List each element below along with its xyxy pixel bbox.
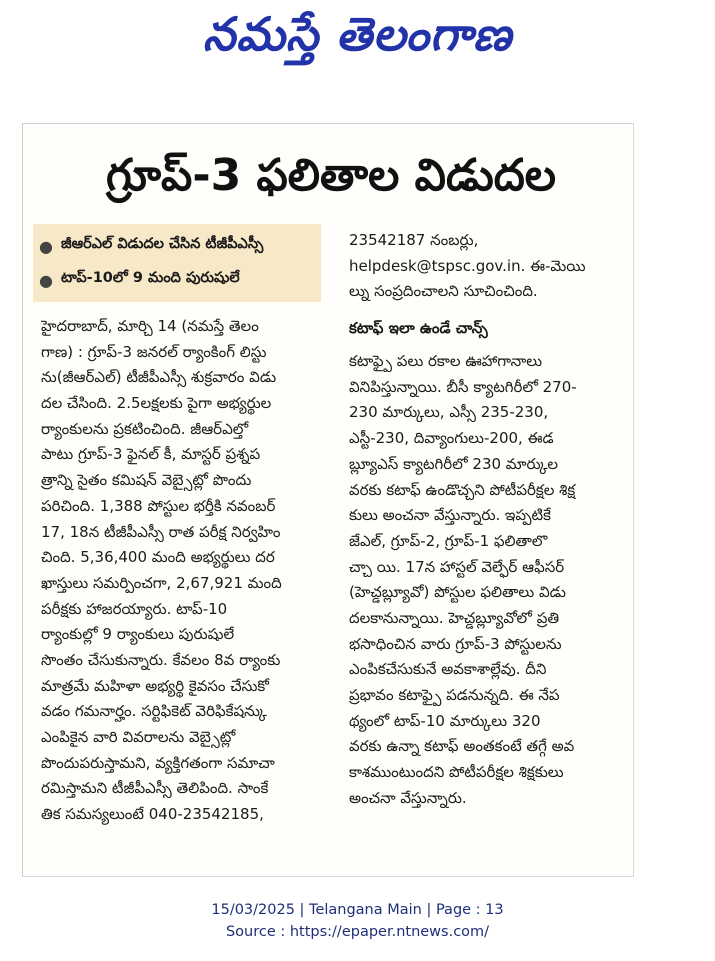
article-line: ఎస్టీ-230, దివ్యాంగులు-200, ఈడ <box>349 429 554 448</box>
article-line: పరీక్షకు హాజరయ్యారు. టాప్-10 <box>41 599 228 618</box>
article-line: అంచనా వేస్తున్నారు. <box>349 788 467 807</box>
article-line: తిక సమస్యలుంటే 040-23542185, <box>41 805 264 824</box>
article-line: పొందుపరుస్తామని, వ్యక్తిగతంగా సమాచా <box>41 753 275 772</box>
bullet-icon: ● <box>39 270 53 290</box>
bullet-icon: ● <box>39 236 53 256</box>
edition-info: 15/03/2025 | Telangana Main | Page : 13 <box>211 902 504 918</box>
right-column <box>349 228 627 811</box>
article-line: ప్రభావం కటాఫ్పై పడనున్నది. ఈ నేప <box>349 686 560 704</box>
article-line: ర్యాంకులను ప్రకటించింది. జీఆర్ఎల్తో <box>41 419 249 438</box>
article-line: 230 మార్కులు, ఎస్సీ 235-230, <box>349 403 549 422</box>
article-line: helpdesk@tspsc.gov.in. ఈ-మెయి <box>349 256 586 275</box>
article-line: బ్ల్యూఎస్ క్యాటగిరీలో 230 మార్కుల <box>349 454 559 473</box>
article-line: మాత్రమే మహిళా అభ్యర్థి కైవసం చేసుకో <box>41 676 269 695</box>
article-line: ఖాస్తులు సమర్పించగా, 2,67,921 మంది <box>41 573 282 592</box>
article-line: గాణ) : గ్రూప్-3 జనరల్ ర్యాంకింగ్ లిస్టు <box>41 342 267 361</box>
article-line: కాశముంటుందని పోటీపరీక్షల శిక్షకులు <box>349 763 564 782</box>
page-footer <box>0 899 715 943</box>
article-line: పాటు గ్రూప్-3 ఫైనల్ కీ, మాస్టర్ ప్రశ్నప <box>41 445 261 464</box>
article-line: కటాఫ్పై పలు రకాల ఊహాగానాలు <box>349 352 543 371</box>
masthead <box>0 0 715 80</box>
left-column <box>41 314 341 828</box>
article-line: ఎంపికైన వారి వివరాలను వెబ్సైట్లో <box>41 728 236 746</box>
article-line: వరకు ఉన్నా కటాఫ్ అంతకంటే తగ్గే అవ <box>349 737 575 756</box>
article-line: చ్చా యి. 17న హాస్టల్ వెల్ఫేర్ ఆఫీసర్ <box>349 557 565 576</box>
article-line: దల చేసింది. 2.5లక్షలకు పైగా అభ్యర్థుల <box>41 394 272 413</box>
article-line: ల్ను సంప్రదించాలని సూచించింది. <box>349 282 538 301</box>
article-line: దలకానున్నాయి. హెచ్డబ్ల్యూవోలో ప్రతి <box>349 608 560 627</box>
highlight-item <box>39 264 321 296</box>
article-line: (హెచ్డబ్ల్యూవో) పోస్టుల ఫలితాలు విడు <box>349 583 566 602</box>
article-line: వడం గమనార్హం. సర్టిఫికెట్ వెరిఫికేషన్కు <box>41 702 267 721</box>
masthead-logo: నమస్తే తెలంగాణ <box>202 7 513 61</box>
article-line: చింది. 5,36,400 మంది అభ్యర్థులు దర <box>41 548 275 567</box>
article-line: జేఎల్, గ్రూప్-2, గ్రూప్-1 ఫలితాలొ <box>349 531 548 550</box>
article-line: పరిచింది. 1,388 పోస్టుల భర్తీకి నవంబర్ <box>41 496 276 515</box>
article-line: ను(జీఆర్ఎల్) టీజీపీఎస్సీ శుక్రవారం విడు <box>41 368 277 387</box>
news-clipping <box>22 123 634 877</box>
article-line: థ్యంలో టాప్-10 మార్కులు 320 <box>349 711 541 730</box>
article-line: 17, 18న టీజీపీఎస్సీ రాత పరీక్ష నిర్వహిం <box>41 522 281 541</box>
article-line: భసాధించిన వారు గ్రూప్-3 పోస్టులను <box>349 634 562 653</box>
article-subheading: కటాఫ్ ఇలా ఉండే చాన్స్ <box>349 319 488 338</box>
article-line: త్రాన్ని సైతం కమిషన్ వెబ్సైట్లో పొందు <box>41 471 252 490</box>
article-line: సొంతం చేసుకున్నారు. కేవలం 8వ ర్యాంకు <box>41 650 281 669</box>
highlight-text: టాప్-10లో 9 మంది పురుషులే <box>60 270 240 286</box>
highlight-text: జీఆర్ఎల్ విడుదల చేసిన టీజీపీఎస్సీ <box>60 236 264 252</box>
highlights-box <box>33 224 321 302</box>
source-link[interactable]: Source : https://epaper.ntnews.com/ <box>225 924 490 940</box>
article-line: ర్యాంకుల్లో 9 ర్యాంకులు పురుషులే <box>41 625 235 644</box>
article-headline: గ్రూప్-3 ఫలితాల విడుదల <box>106 150 556 201</box>
article-line: ఎంపికచేసుకునే అవకాశాల్లేవు. దీని <box>349 660 547 679</box>
article-line: 23542187 నంబర్లు, <box>349 231 479 249</box>
highlight-item <box>39 230 321 262</box>
article-line: కులు అంచనా వేస్తున్నారు. ఇప్పటికే <box>349 506 551 525</box>
article-line: వరకు కటాఫ్ ఉండొచ్చని పోటీపరీక్షల శిక్ష <box>349 480 576 499</box>
article-line: వినిపిస్తున్నాయి. బీసీ క్యాటగిరీలో 270- <box>349 377 577 396</box>
article-line: హైదరాబాద్, మార్చి 14 (నమస్తే తెలం <box>41 317 259 335</box>
article-line: రమిస్తామని టీజీపీఎస్సీ తెలిపింది. సాంకే <box>41 779 269 798</box>
